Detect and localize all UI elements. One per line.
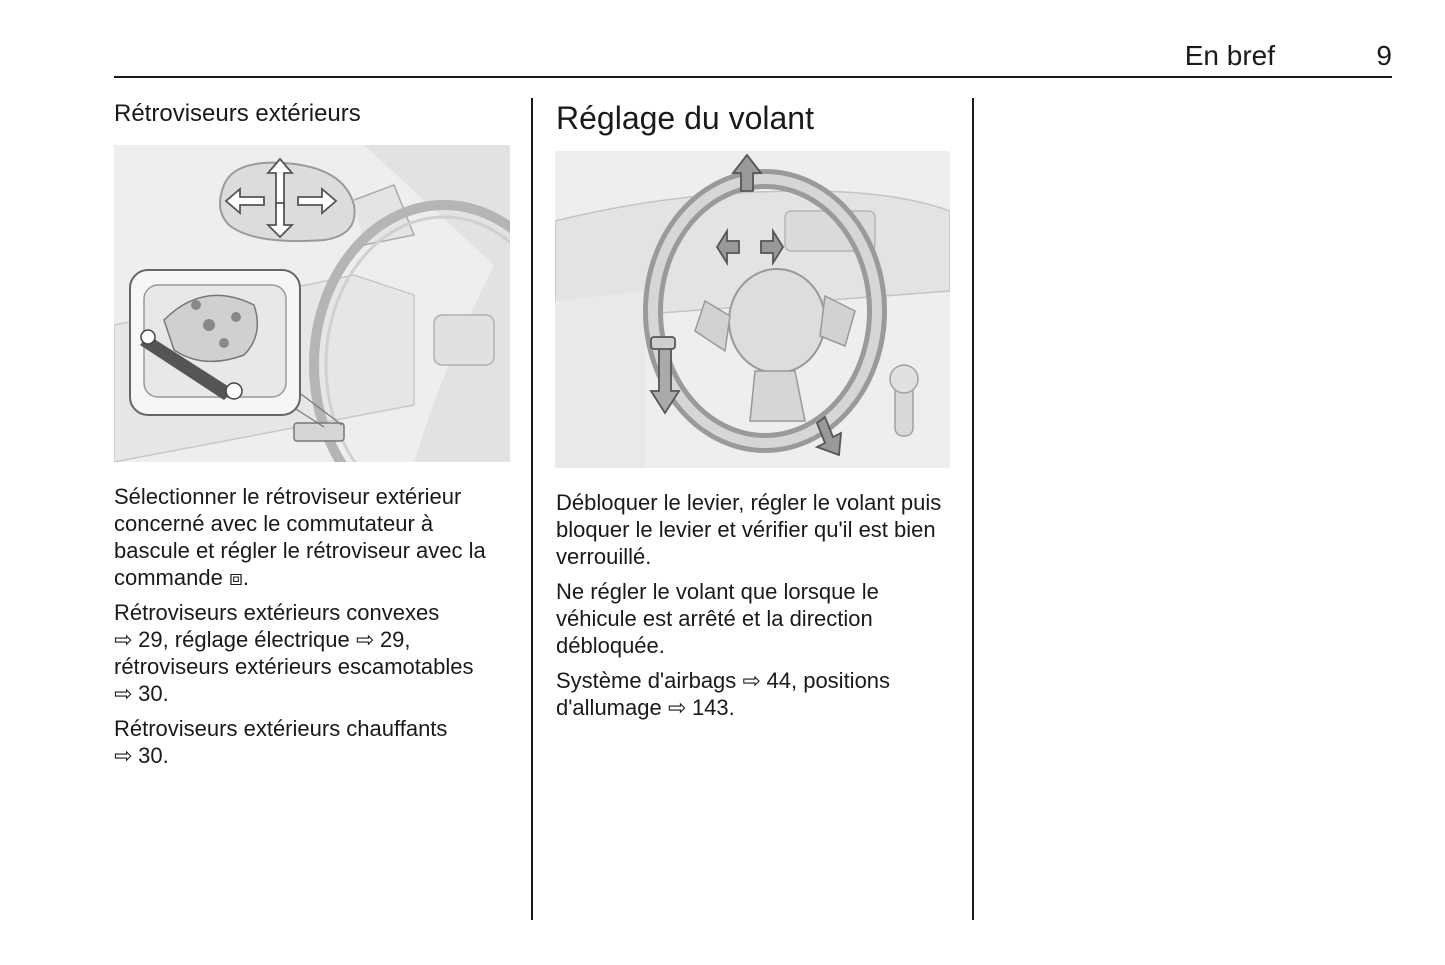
reference-arrow-icon[interactable]: ⇨ <box>355 627 375 652</box>
steering-wheel-icon <box>555 151 950 468</box>
mirror-illustration <box>114 145 510 462</box>
header-divider <box>114 76 1392 78</box>
header-section-title: En bref <box>1184 40 1275 71</box>
reference-arrow-icon[interactable]: ⇨ <box>742 668 761 693</box>
airbag-reference-paragraph: Système d'airbags ⇨ 44, positions d'allumage ⇨ 143. <box>556 668 891 720</box>
reference-arrow-icon[interactable]: ⇨ <box>667 695 687 720</box>
convex-mirrors-paragraph: Rétroviseurs extérieurs convexes ⇨ 29, réglage électrique ⇨ 29, rétroviseurs extérieurs escamotables ⇨ 30. <box>114 600 474 706</box>
steering-instruction-paragraph: Débloquer le levier, régler le volant puis bloquer le levier et vérifier qu'il est bien verrouillé. <box>556 490 942 569</box>
steering-wheel-illustration <box>555 151 950 468</box>
steering-warning-paragraph: Ne régler le volant que lorsque le véhicule est arrêté et la direction débloquée. <box>556 579 879 658</box>
reference-arrow-icon[interactable]: ⇨ <box>114 743 133 768</box>
mirrors-section-title: Rétroviseurs extérieurs <box>114 100 361 127</box>
mirror-instruction-paragraph: Sélectionner le rétroviseur extérieur concerné avec le commutateur à bascule et régler le rétroviseur avec la commande ⧈. <box>114 484 486 590</box>
column-divider-left <box>531 98 533 920</box>
mirrors-section-body <box>114 483 514 777</box>
reference-arrow-icon[interactable]: ⇨ <box>114 681 133 706</box>
steering-section-body <box>556 489 956 729</box>
mirror-adjust-icon <box>114 145 510 462</box>
reference-arrow-icon[interactable]: ⇨ <box>114 627 133 652</box>
page-number: 9 <box>1376 40 1392 71</box>
steering-section-title: Réglage du volant <box>556 100 814 136</box>
column-divider-right <box>972 98 974 920</box>
heated-mirrors-paragraph: Rétroviseurs extérieurs chauffants ⇨ 30. <box>114 716 448 768</box>
